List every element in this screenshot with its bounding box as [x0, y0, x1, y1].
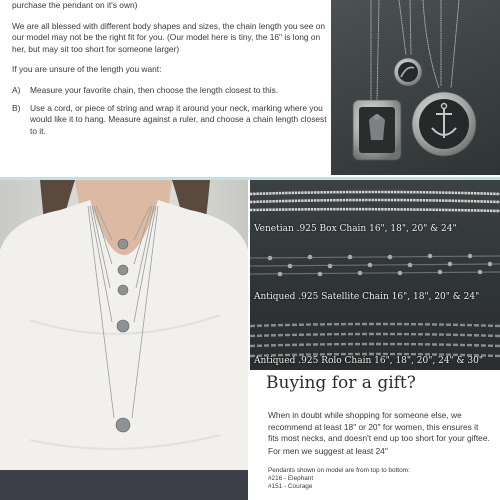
pendant-item: #216 - Elephant	[268, 475, 314, 482]
model-illustration	[0, 180, 248, 500]
option-key: A)	[12, 84, 21, 95]
option-key: B)	[12, 102, 21, 113]
gift-heading: Buying for a gift?	[266, 373, 416, 393]
anchor-pendant	[412, 92, 476, 156]
square-pendant	[353, 100, 401, 160]
intro-line: purchase the pendant on it's own)	[12, 0, 138, 10]
box-chain-label: Venetian .925 Box Chain 16", 18", 20" & 24"	[254, 224, 457, 234]
option-text: Use a cord, or piece of string and wrap it around your neck, marking where you would like it to hang. Measure against a ruler, and choose a chain length closest to it.	[30, 102, 327, 136]
gift-men-note: For men we suggest at least 24"	[268, 445, 388, 456]
gift-paragraph: When in doubt while shopping for someone else, we recommend at least 18" or 20" for women, this ensures it fits most necks, and doesn't end up too short for your giftee.	[268, 410, 490, 443]
intro-paragraph: We are all blessed with different body shapes and sizes, the chain length you see on our model may not be the right fit for you. (Our model here is tiny, the 16" is long on her, but may sit too short for someone larger)	[12, 20, 326, 54]
satellite-chain-label: Antiqued .925 Satellite Chain 16", 18", 20" & 24"	[254, 292, 480, 302]
option-b	[12, 103, 330, 138]
chains-illustration	[250, 180, 500, 370]
rolo-chain-label: Antiqued .925 Rolo Chain 16", 18", 20", 24" & 30"	[254, 356, 483, 366]
pendants-list	[268, 467, 490, 491]
intro-question: If you are unsure of the length you want:	[12, 64, 162, 75]
model-photo	[0, 180, 248, 500]
option-text: Measure your favorite chain, then choose the length closest to this.	[30, 84, 279, 95]
option-a	[12, 85, 330, 97]
intro-text	[12, 0, 330, 143]
pendants-illustration	[331, 0, 500, 175]
pendants-heading: Pendants shown on model are from top to bottom:	[268, 467, 410, 474]
chains-photo	[250, 180, 500, 370]
pendants-photo	[331, 0, 500, 175]
round-pendant	[394, 58, 422, 86]
gift-text	[268, 410, 490, 491]
pendant-item: #151 - Courage	[268, 483, 313, 490]
